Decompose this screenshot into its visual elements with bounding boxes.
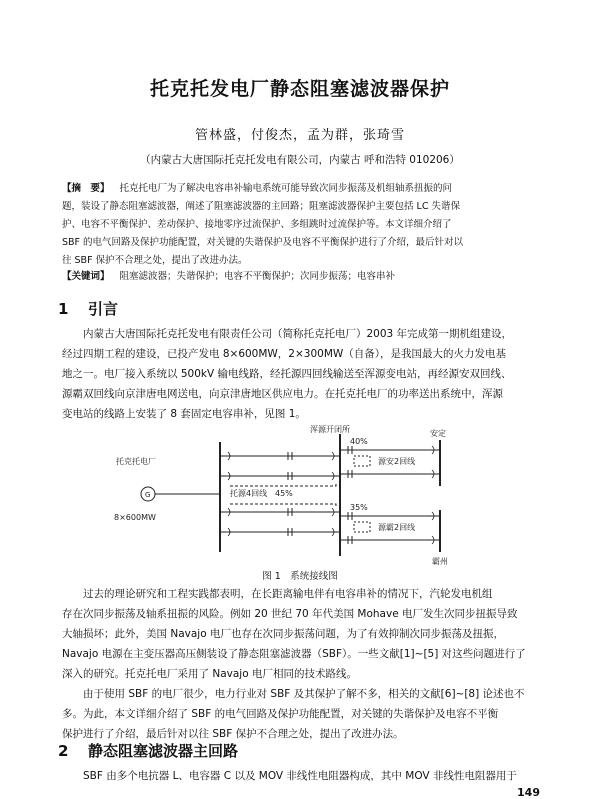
abstract	[62, 180, 540, 270]
section-heading-1: 1 引言	[58, 300, 119, 318]
label-yuanba: 源霸2回线	[378, 523, 416, 532]
paragraph-intro-2: 过去的理论研究和工程实践都表明，在长距离输电伴有电容串补的情况下，汽轮发电机组 存在次同步振荡及轴系扭振的风险。例如 20 世纪 70 年代美国 Mohave 电厂发生次同步扭振导致 大轴损坏；此外，美国 Navajo 电厂也存在次同步振荡问题，为了有效抑制次同步振荡及扭振， Navajo 电源在主变压器高压侧装设了静态阻塞滤波器（SBF）。一些文献[1]~[5] 对这些问题进行了 深入的研究。托克托电厂采用了 Navajo 电厂相同的技术路线。	[62, 588, 526, 680]
paragraph-intro-3: 由于使用 SBF 的电厂很少，电力行业对 SBF 及其保护了解不多，相关的文献[6]~[8] 论述也不 多。为此，本文详细介绍了 SBF 的电气回路及保护功能配置，对关键的失谐保护及电容不平衡 保护进行了介绍，最后针对以往 SBF 保护不合理之处，提出了改进办法。	[62, 688, 525, 740]
keywords-text: 阻塞滤波器；失谐保护；电容不平衡保护；次同步振荡；电容串补	[119, 271, 396, 282]
page-number: 149	[517, 786, 540, 799]
label-anding: 安定	[430, 429, 446, 438]
abstract-line: 题，装设了静态阻塞滤波器，阐述了阻塞滤波器的主回路；阻塞滤波器保护主要包括 LC 失谐保	[62, 201, 460, 212]
section-heading-2: 2 静态阻塞滤波器主回路	[58, 742, 239, 760]
affiliation: （内蒙古大唐国际托克托发电有限公司，内蒙古 呼和浩特 010206）	[140, 154, 460, 166]
abstract-line: SBF 的电气回路及保护功能配置，对关键的失谐保护及电容不平衡保护进行了介绍，最后针对以	[62, 237, 464, 248]
label-yuanan: 源安2回线	[378, 457, 416, 466]
abstract-line: 【摘 要】 托克托电厂为了解决电容串补输电系统可能导致次同步振荡及机组轴系扭振的问	[62, 183, 453, 194]
paragraph-intro-1: 内蒙古大唐国际托克托发电有限责任公司（简称托克托电厂）2003 年完成第一期机组建设， 经过四期工程的建设，已投产发电 8×600MW，2×300MW（自备），是我国最大的火力发电基 地之一。电厂接入系统以 500kV 输电线路，经托源四回线输送至浑源变电站，再经源安双回线、 源霸双回线向京津唐电网送电，向京津唐地区供应电力。在托克托电厂的功率送出系统中，浑源 变电站的线路上安装了 8 套固定电容串补，见图 1。	[62, 328, 513, 420]
label-bazhou: 霸州	[432, 557, 448, 566]
keywords	[62, 268, 540, 286]
abstract-line: 往 SBF 保护不合理之处，提出了改进办法。	[62, 255, 248, 266]
figure-system-diagram	[110, 424, 510, 566]
label-pct45: 45%	[275, 489, 293, 498]
label-gen: G	[145, 491, 151, 499]
abstract-line: 护、电容不平衡保护、差动保护、接地零序过流保护、多组跳时过流保护等。本文详细介绍了	[62, 219, 452, 230]
label-hunyuan: 浑源开闭所	[310, 425, 350, 434]
author-list: 管林盛，付俊杰，孟为群，张琦雪	[194, 128, 405, 143]
figure-caption: 图 1 系统接线图	[262, 571, 338, 582]
label-pct35: 35%	[350, 503, 368, 512]
abstract-label: 【摘 要】	[62, 183, 110, 194]
label-pct40: 40%	[350, 437, 368, 446]
label-units: 8×600MW	[114, 513, 156, 522]
paper-title: 托克托发电厂静态阻塞滤波器保护	[149, 78, 450, 100]
paragraph-section2: SBF 由多个电抗器 L、电容器 C 以及 MOV 非线性电阻器构成，其中 MOV 非线性电阻器用于	[83, 770, 517, 782]
label-plant: 托克托电厂	[116, 457, 156, 466]
keywords-label: 【关键词】	[62, 271, 110, 282]
label-tuoyuan: 托源4回线	[230, 489, 268, 498]
